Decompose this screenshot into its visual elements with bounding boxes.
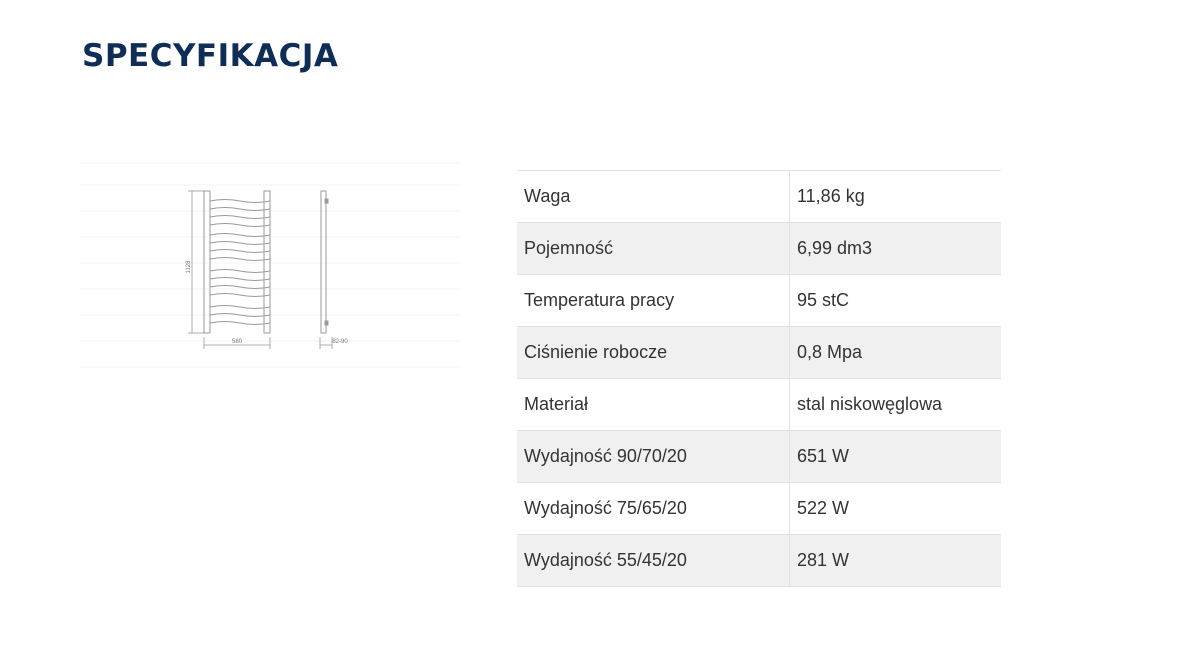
table-row <box>517 535 1001 587</box>
table-row <box>517 223 1001 275</box>
spec-label: Temperatura pracy <box>517 275 790 327</box>
spec-value: stal niskowęglowa <box>790 379 1002 431</box>
spec-value: 6,99 dm3 <box>790 223 1002 275</box>
radiator-technical-drawing <box>80 155 460 385</box>
spec-label: Pojemność <box>517 223 790 275</box>
table-row <box>517 483 1001 535</box>
spec-label: Wydajność 90/70/20 <box>517 431 790 483</box>
depth-dimension <box>320 337 332 349</box>
spec-label: Waga <box>517 171 790 223</box>
spec-label: Materiał <box>517 379 790 431</box>
spec-value: 281 W <box>790 535 1002 587</box>
table-row <box>517 431 1001 483</box>
table-row <box>517 379 1001 431</box>
specification-table <box>517 170 1001 587</box>
width-dimension-label: 580 <box>231 339 243 345</box>
spec-value: 95 stC <box>790 275 1002 327</box>
spec-value: 0,8 Mpa <box>790 327 1002 379</box>
radiator-front-view <box>204 191 270 333</box>
spec-value: 522 W <box>790 483 1002 535</box>
spec-label: Wydajność 75/65/20 <box>517 483 790 535</box>
table-row <box>517 275 1001 327</box>
page-title: SPECYFIKACJA <box>82 38 339 74</box>
table-row <box>517 171 1001 223</box>
table-row <box>517 327 1001 379</box>
spec-label: Wydajność 55/45/20 <box>517 535 790 587</box>
spec-value: 11,86 kg <box>790 171 1002 223</box>
radiator-side-view <box>321 191 328 333</box>
spec-value: 651 W <box>790 431 1002 483</box>
spec-label: Ciśnienie robocze <box>517 327 790 379</box>
depth-dimension-label: 82-90 <box>332 339 348 345</box>
height-dimension-label: 1128 <box>186 260 192 274</box>
